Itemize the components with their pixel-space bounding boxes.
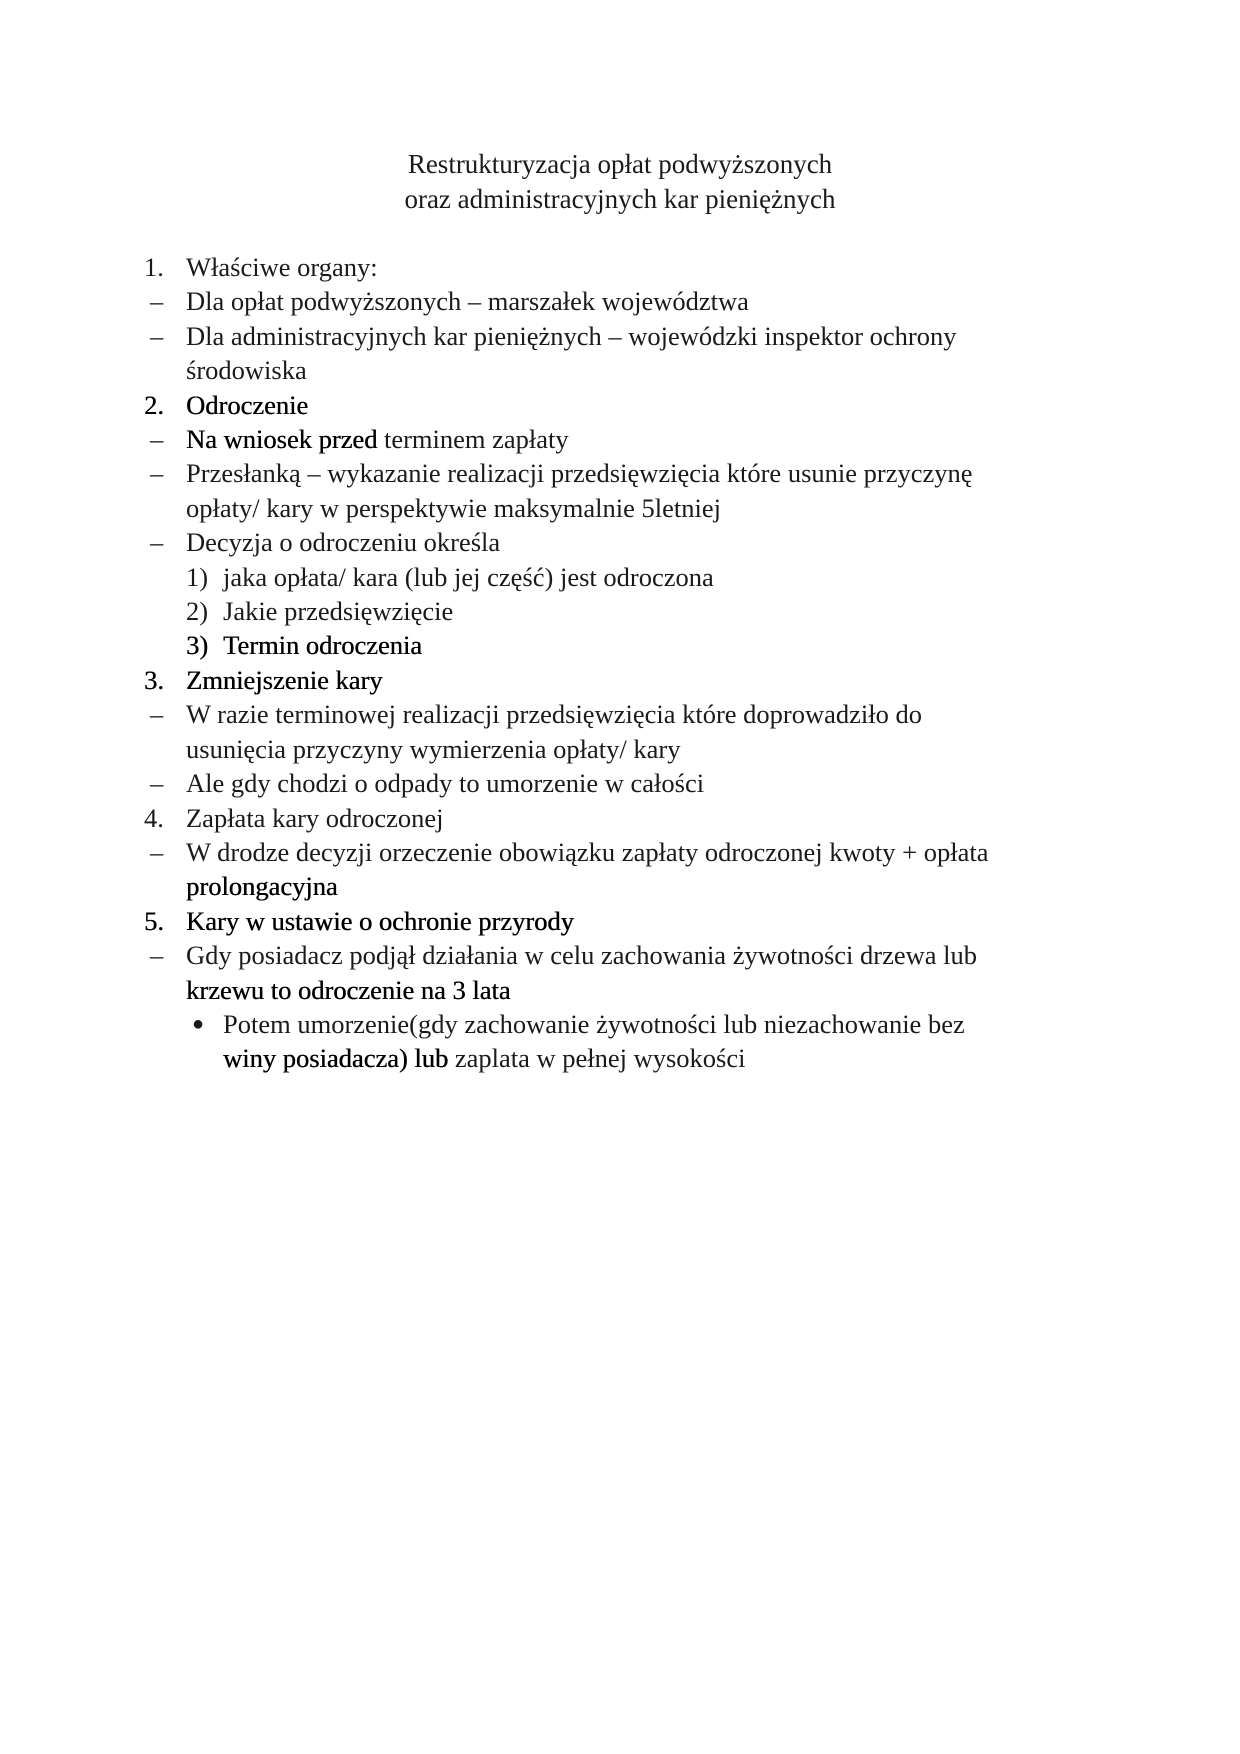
list-item-continuation: usunięcia przyczyny wymierzenia opłaty/ kary xyxy=(186,733,681,764)
list-item: – W razie terminowej realizacji przedsięwzięcia które doprowadziło do xyxy=(144,697,1104,731)
section-number: 1. xyxy=(144,252,164,282)
bullet-icon: ● xyxy=(192,1012,205,1035)
sub-list-item: 3) Termin odroczenia xyxy=(144,628,1104,662)
section-number: 5. xyxy=(144,905,164,936)
title-line-2: oraz administracyjnych kar pieniężnych xyxy=(404,184,836,214)
section-number: 4. xyxy=(144,802,164,833)
list-item-continuation: środowiska xyxy=(186,355,307,386)
section-heading: Właściwe organy: xyxy=(186,252,378,282)
list-item: – Przesłanką – wykazanie realizacji przedsięwzięcia które usunie przyczynę xyxy=(144,456,1104,490)
dash-marker: – xyxy=(150,458,164,489)
sub-number: 2) xyxy=(186,596,209,627)
list-item: – W drodze decyzji orzeczenie obowiązku zapłaty odroczonej kwoty + opłata xyxy=(144,835,1104,869)
dash-marker: – xyxy=(150,286,164,317)
section-number: 3. xyxy=(144,664,164,695)
list-item-continuation: opłaty/ kary w perspektywie maksymalnie 5letniej xyxy=(186,492,722,523)
title-line-1: Restrukturyzacja opłat podwyższonych xyxy=(407,149,833,179)
section-5-heading xyxy=(144,904,1104,938)
dash-marker: – xyxy=(150,424,164,455)
list-item-continuation: krzewu to odroczenie na 3 lata xyxy=(186,974,511,1005)
sub-number: 3) xyxy=(186,630,209,661)
list-item: – Ale gdy chodzi o odpady to umorzenie w całości xyxy=(144,766,1104,800)
section-1-heading xyxy=(144,250,1104,284)
list-item: – Gdy posiadacz podjął działania w celu zachowania żywotności drzewa lub xyxy=(144,938,1104,972)
sub-list-item: 1) jaka opłata/ kara (lub jej część) jest odroczona xyxy=(144,560,1104,594)
dash-marker: – xyxy=(150,320,164,351)
bullet-item: ● Potem umorzenie(gdy zachowanie żywotności lub niezachowanie bez xyxy=(144,1007,1104,1041)
bullet-item-continuation: winy posiadacza) lub zaplata w pełnej wysokości xyxy=(223,1043,746,1074)
section-2-heading xyxy=(144,388,1104,422)
list-item: – Decyzja o odroczeniu określa xyxy=(144,525,1104,559)
list-item-continuation: prolongacyjna xyxy=(186,871,338,902)
section-heading: Kary w ustawie o ochronie przyrody xyxy=(186,905,574,936)
section-4-heading xyxy=(144,801,1104,835)
sub-list-item: 2) Jakie przedsięwzięcie xyxy=(144,594,1104,628)
section-3-heading xyxy=(144,663,1104,697)
list-item: – Dla administracyjnych kar pieniężnych – wojewódzki inspektor ochrony xyxy=(144,319,1104,353)
section-heading: Zapłata kary odroczonej xyxy=(186,802,444,833)
section-heading: Zmniejszenie kary xyxy=(186,664,383,695)
document-body xyxy=(144,250,1104,1076)
list-item: – Na wniosek przed terminem zapłaty xyxy=(144,422,1104,456)
dash-marker: – xyxy=(150,527,164,558)
document-title xyxy=(0,147,1240,217)
section-number: 2. xyxy=(144,389,164,420)
dash-marker: – xyxy=(150,940,164,971)
list-item: – Dla opłat podwyższonych – marszałek województwa xyxy=(144,284,1104,318)
dash-marker: – xyxy=(150,699,164,730)
sub-number: 1) xyxy=(186,561,209,592)
dash-marker: – xyxy=(150,836,164,867)
dash-marker: – xyxy=(150,768,164,799)
section-heading: Odroczenie xyxy=(186,389,309,420)
